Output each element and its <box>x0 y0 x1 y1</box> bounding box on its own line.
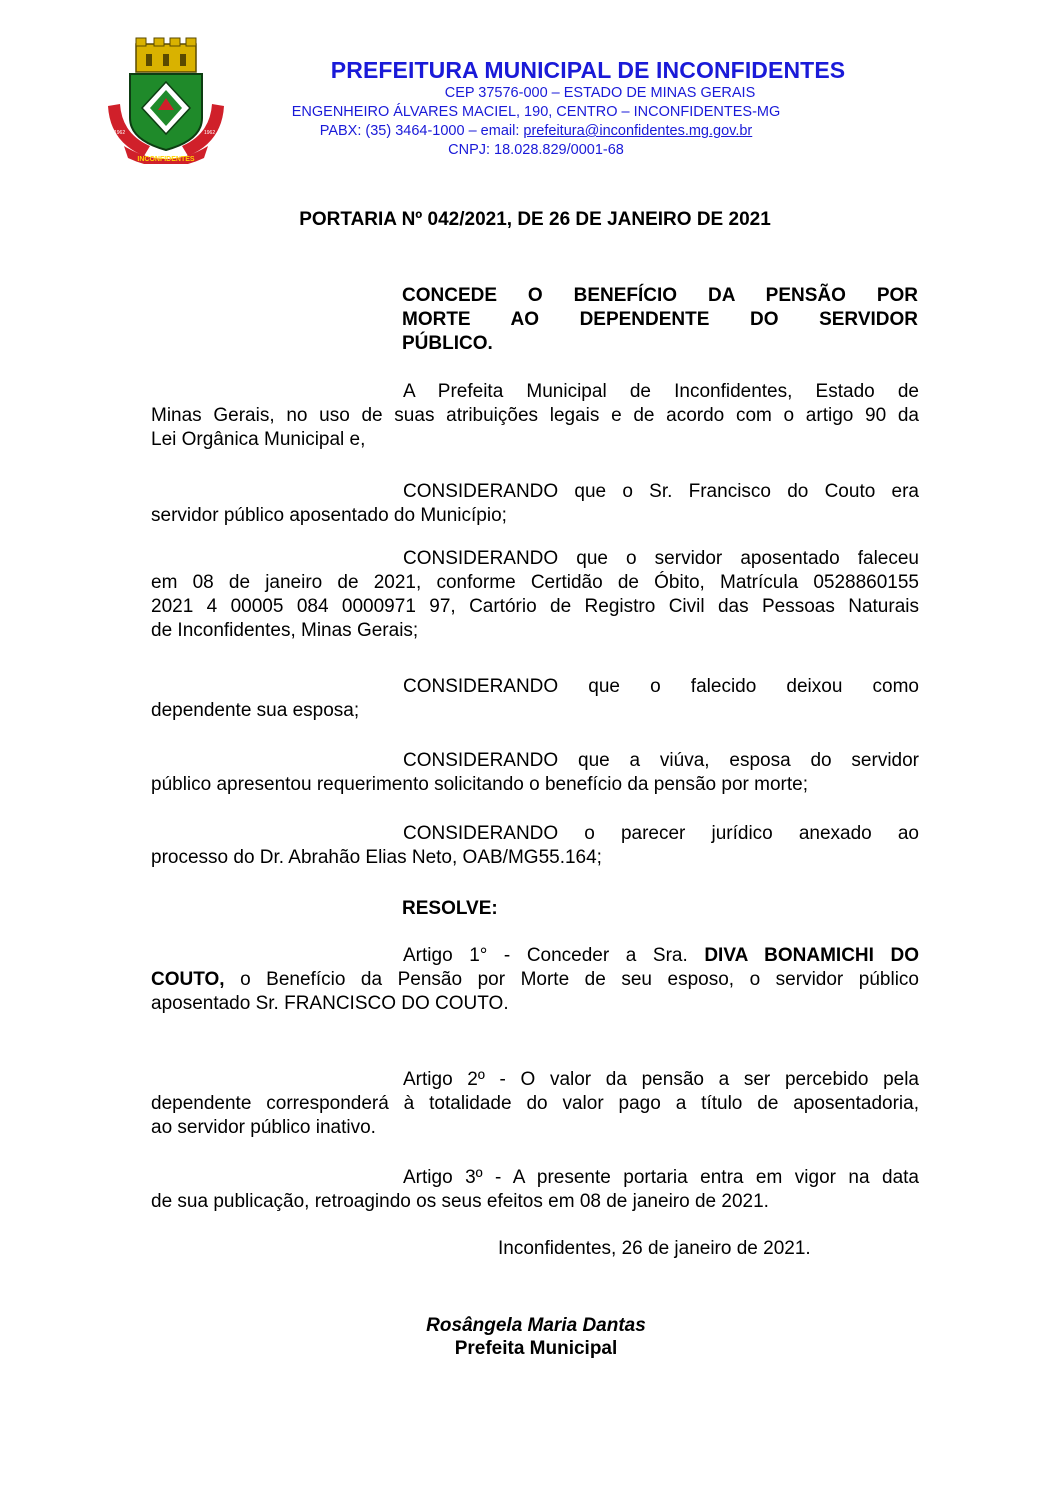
article-3 <box>151 1166 919 1214</box>
text-line: dependente sua esposa; <box>151 700 360 721</box>
header-phone: PABX: (35) 3464-1000 – email: <box>319 123 524 139</box>
considering-paragraph <box>151 749 919 797</box>
ementa <box>402 284 918 356</box>
text-line: servidor público aposentado do Município; <box>151 505 507 526</box>
text-line: público apresentou requerimento solicitando o benefício da pensão por morte; <box>151 774 808 795</box>
resolve-heading: RESOLVE: <box>402 898 498 919</box>
crest-year-right: 1962 <box>204 130 216 136</box>
header-cnpj: CNPJ: 18.028.829/0001-68 <box>448 142 624 158</box>
ementa-line: MORTE AO DEPENDENTE DO SERVIDOR <box>402 309 918 330</box>
signatory-role: Prefeita Municipal <box>454 1338 618 1359</box>
considering-paragraph <box>151 822 919 870</box>
article-1-text: o Benefício da Pensão por Morte de seu esposo, o servidor público <box>224 969 919 990</box>
beneficiary-name: DIVA BONAMICHI DO <box>704 945 919 966</box>
text-line: de Inconfidentes, Minas Gerais; <box>151 620 419 641</box>
ementa-line: PÚBLICO. <box>402 333 493 354</box>
text-line: processo do Dr. Abrahão Elias Neto, OAB/MG55.164; <box>151 847 602 868</box>
text-line: de sua publicação, retroagindo os seus efeitos em 08 de janeiro de 2021. <box>151 1191 769 1212</box>
text-line: CONSIDERANDO que o falecido deixou como <box>403 676 919 697</box>
preamble-paragraph <box>151 380 919 452</box>
text-line <box>151 944 919 968</box>
text-line: Minas Gerais, no uso de suas atribuições legais e de acordo com o artigo 90 da <box>151 405 919 426</box>
municipal-crest-logo <box>104 36 228 164</box>
considering-paragraph <box>151 675 919 723</box>
text-line: Artigo 2º - O valor da pensão a ser percebido pela <box>403 1069 919 1090</box>
considering-paragraph <box>151 480 919 528</box>
beneficiary-surname: COUTO, <box>151 969 225 990</box>
text-line: Lei Orgânica Municipal e, <box>151 429 366 450</box>
article-1 <box>151 944 919 1016</box>
article-2 <box>151 1068 919 1140</box>
crest-banner-text: INCONFIDENTES <box>137 156 195 163</box>
text-line: CONSIDERANDO que a viúva, esposa do servidor <box>403 750 919 771</box>
text-line: CONSIDERANDO o parecer jurídico anexado ao <box>403 823 919 844</box>
text-line: CONSIDERANDO que o Sr. Francisco do Couto era <box>403 481 919 502</box>
text-line: ao servidor público inativo. <box>151 1117 376 1138</box>
header-address: ENGENHEIRO ÁLVARES MACIEL, 190, CENTRO – INCONFIDENTES-MG <box>291 104 781 120</box>
text-line <box>151 968 919 992</box>
text-line: aposentado Sr. FRANCISCO DO COUTO. <box>151 993 509 1014</box>
text-line: Artigo 3º - A presente portaria entra em vigor na data <box>403 1167 919 1188</box>
considering-paragraph <box>151 547 919 643</box>
ementa-line: CONCEDE O BENEFÍCIO DA PENSÃO POR <box>402 285 918 306</box>
text-line: em 08 de janeiro de 2021, conforme Certidão de Óbito, Matrícula 0528860155 <box>151 572 919 593</box>
email-link[interactable]: prefeitura@inconfidentes.mg.gov.br <box>523 123 753 139</box>
header-contact <box>236 122 836 140</box>
header-cep-state: CEP 37576-000 – ESTADO DE MINAS GERAIS <box>444 85 756 101</box>
document-title: PORTARIA Nº 042/2021, DE 26 DE JANEIRO DE 2021 <box>299 209 771 230</box>
signatory-name: Rosângela Maria Dantas <box>426 1315 646 1336</box>
text-line: CONSIDERANDO que o servidor aposentado faleceu <box>403 548 919 569</box>
place-and-date: Inconfidentes, 26 de janeiro de 2021. <box>498 1238 811 1259</box>
text-line: dependente corresponderá à totalidade do valor pago a título de aposentadoria, <box>151 1093 919 1114</box>
text-line: A Prefeita Municipal de Inconfidentes, Estado de <box>403 381 919 402</box>
text-line: 2021 4 00005 084 0000971 97, Cartório de Registro Civil das Pessoas Naturais <box>151 596 919 617</box>
article-1-prefix: Artigo 1° - Conceder a Sra. <box>403 945 705 966</box>
municipality-name: PREFEITURA MUNICIPAL DE INCONFIDENTES <box>330 57 846 83</box>
crest-year-left: 1962 <box>114 130 126 136</box>
